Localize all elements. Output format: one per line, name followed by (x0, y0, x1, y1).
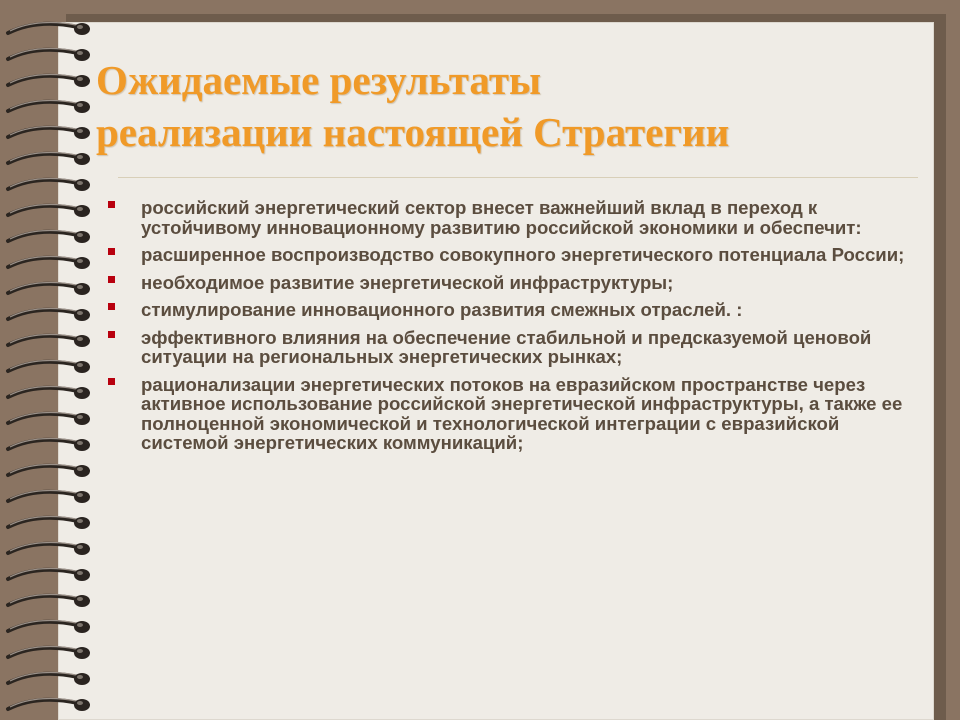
spiral-ring-icon (0, 382, 100, 404)
bullet-item: эффективного влияния на обеспечение стабильной и предсказуемой ценовой ситуации на региональных энергетических рынках; (108, 328, 908, 367)
spiral-ring-icon (0, 616, 100, 638)
spiral-ring-icon (0, 460, 100, 482)
spiral-ring-icon (0, 122, 100, 144)
spiral-ring-icon (0, 304, 100, 326)
bullet-item: рационализации энергетических потоков на евразийском пространстве через активное использование российской энергетической инфраструктуры, а также ее полноценной экономической и технологической интеграции с евразийской системой энергетических коммуникаций; (108, 375, 908, 453)
spiral-ring-icon (0, 356, 100, 378)
bullet-item: необходимое развитие энергетической инфраструктуры; (108, 273, 908, 293)
spiral-ring-icon (0, 96, 100, 118)
spiral-binding-icon (0, 18, 100, 720)
spiral-ring-icon (0, 200, 100, 222)
title-divider (118, 177, 918, 178)
slide-title-line-2: реализации настоящей Стратегии (96, 109, 730, 155)
spiral-ring-icon (0, 694, 100, 716)
bullet-square-icon (108, 201, 115, 208)
bullet-item: стимулирование инновационного развития смежных отраслей. : (108, 300, 908, 320)
spiral-ring-icon (0, 512, 100, 534)
bullet-square-icon (108, 248, 115, 255)
spiral-ring-icon (0, 408, 100, 430)
spiral-ring-icon (0, 44, 100, 66)
spiral-ring-icon (0, 486, 100, 508)
bullet-square-icon (108, 303, 115, 310)
spiral-ring-icon (0, 434, 100, 456)
bullet-square-icon (108, 276, 115, 283)
spiral-ring-icon (0, 642, 100, 664)
spiral-ring-icon (0, 70, 100, 92)
slide-title (96, 54, 936, 158)
spiral-ring-icon (0, 252, 100, 274)
spiral-ring-icon (0, 148, 100, 170)
spiral-ring-icon (0, 330, 100, 352)
slide-title-line-1: Ожидаемые результаты (96, 57, 542, 103)
spiral-ring-icon (0, 668, 100, 690)
bullet-list (108, 198, 908, 461)
spiral-ring-icon (0, 590, 100, 612)
spiral-ring-icon (0, 18, 100, 40)
spiral-ring-icon (0, 538, 100, 560)
bullet-item: расширенное воспроизводство совокупного энергетического потенциала России; (108, 245, 908, 265)
spiral-ring-icon (0, 278, 100, 300)
bullet-square-icon (108, 331, 115, 338)
spiral-ring-icon (0, 564, 100, 586)
spiral-ring-icon (0, 174, 100, 196)
bullet-item: российский энергетический сектор внесет важнейший вклад в переход к устойчивому инновационному развитию российской экономики и обеспечит: (108, 198, 908, 237)
spiral-ring-icon (0, 226, 100, 248)
bullet-square-icon (108, 378, 115, 385)
